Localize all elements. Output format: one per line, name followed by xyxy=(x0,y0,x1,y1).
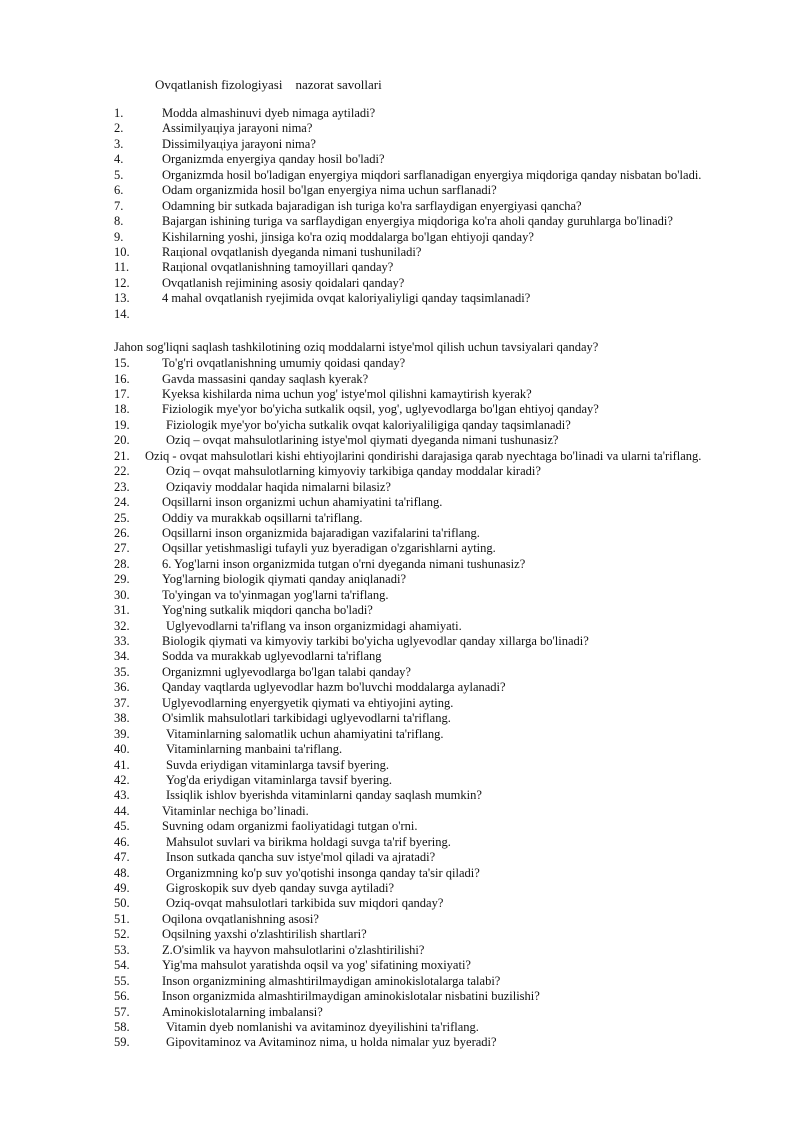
question-text: Oziq-ovqat mahsulotlari tarkibida suv miqdori qanday? xyxy=(166,896,444,911)
question-number: 12. xyxy=(114,275,130,290)
question-number: 27. xyxy=(114,541,130,556)
question-text: Bajargan ishining turiga va sarflaydigan enyergiya miqdoriga ko'ra aholi qanday guruhlarga bo'linadi? xyxy=(162,214,673,229)
question-item xyxy=(0,433,800,448)
question-text: Inson sutkada qancha suv istye'mol qiladi va ajratadi? xyxy=(166,850,436,865)
question-item xyxy=(0,449,800,464)
question-text: Ovqatlanish rejimining asosiy qoidalari qanday? xyxy=(162,275,405,290)
question-number: 28. xyxy=(114,556,130,571)
question-text: Kyeksa kishilarda nima uchun yog' istye'mol qilishni kamaytirish kyerak? xyxy=(162,387,532,401)
question-text: Organizmda hosil bo'ladigan enyergiya miqdori sarflanadigan enyergiya miqdoriga qanday nisbatan bo'ladi. xyxy=(162,167,702,182)
question-number: 48. xyxy=(114,865,130,880)
question-item xyxy=(0,572,800,587)
question-item xyxy=(0,711,800,726)
question-item xyxy=(0,541,800,556)
question-item xyxy=(0,696,800,711)
question-text: Suvning odam organizmi faoliyatidagi tutgan o'rni. xyxy=(162,819,418,834)
question-item xyxy=(0,372,800,387)
question-item xyxy=(0,866,800,881)
question-text: Raцional ovqatlanish dyeganda nimani tushuniladi? xyxy=(162,244,422,259)
question-number: 53. xyxy=(114,942,130,957)
question-item xyxy=(0,804,800,819)
question-number: 17. xyxy=(114,387,130,401)
question-text: Kishilarning yoshi, jinsiga ko'ra oziq moddalarga bo'lgan ehtiyoji qanday? xyxy=(162,229,534,244)
question-text: Oddiy va murakkab oqsillarni ta'riflang. xyxy=(162,510,363,525)
question-number: 39. xyxy=(114,726,130,741)
question-number: 29. xyxy=(114,572,130,587)
question-number: 56. xyxy=(114,989,130,1004)
question-text: Uglyevodlarning enyergyetik qiymati va ehtiyojini ayting. xyxy=(162,695,454,710)
question-text: Suvda eriydigan vitaminlarga tavsif byering. xyxy=(166,757,389,772)
question-number: 55. xyxy=(114,973,130,988)
question-text: Yig'ma mahsulot yaratishda oqsil va yog' sifatining moxiyati? xyxy=(162,958,471,973)
page-title: Ovqatlanish fizologiyasi nazorat savollari xyxy=(155,77,382,92)
question-text: 6. Yog'larni inson organizmida tutgan o'rni dyeganda nimani tushunasiz? xyxy=(162,556,526,571)
question-item xyxy=(0,418,800,433)
question-item xyxy=(0,245,800,260)
question-item xyxy=(0,1035,800,1050)
question-item xyxy=(0,649,800,664)
question-number: 54. xyxy=(114,958,130,973)
question-text: Oqilona ovqatlanishning asosi? xyxy=(162,911,319,926)
question-number: 47. xyxy=(114,850,130,865)
question-number: 57. xyxy=(114,1004,130,1019)
question-item xyxy=(0,276,800,291)
question-number: 1. xyxy=(114,106,124,120)
question-text: Assimilyaцiya jarayoni nima? xyxy=(162,121,313,136)
question-item xyxy=(0,788,800,803)
question-number: 33. xyxy=(114,634,130,648)
question-number: 43. xyxy=(114,788,130,803)
question-text: Mahsulot suvlari va birikma holdagi suvga ta'rif byering. xyxy=(166,834,451,849)
question-number: 16. xyxy=(114,371,130,386)
question-number: 30. xyxy=(114,587,130,602)
question-number: 22. xyxy=(114,464,130,479)
question-item xyxy=(0,526,800,541)
question-number: 18. xyxy=(114,402,130,417)
section-heading: Jahon sog'liqni saqlash tashkilotining oziq moddalarni istye'mol qilish uchun tavsiyalari qanday? xyxy=(114,340,599,355)
question-text: Oqsillar yetishmasligi tufayli yuz byeradigan o'zgarishlarni ayting. xyxy=(162,541,496,556)
question-text: Odam organizmida hosil bo'lgan enyergiya nima uchun sarflanadi? xyxy=(162,183,497,198)
question-text: Yog'ning sutkalik miqdori qancha bo'ladi? xyxy=(162,603,373,618)
question-number: 19. xyxy=(114,417,130,432)
question-text: Gipovitaminoz va Avitaminoz nima, u holda nimalar yuz byeradi? xyxy=(166,1035,497,1050)
question-item xyxy=(0,387,800,402)
question-item xyxy=(0,819,800,834)
question-item xyxy=(0,307,800,322)
question-number: 21. xyxy=(114,448,130,463)
question-text: Inson organizmining almashtirilmaydigan aminokislotalarga talabi? xyxy=(162,973,501,988)
question-text: Vitamin dyeb nomlanishi va avitaminoz dyeyilishini ta'riflang. xyxy=(166,1019,479,1034)
question-item xyxy=(0,214,800,229)
question-item xyxy=(0,603,800,618)
question-number: 20. xyxy=(114,433,130,448)
question-section-2 xyxy=(0,356,800,1051)
question-item xyxy=(0,152,800,167)
question-item xyxy=(0,619,800,634)
question-text: Uglyevodlarni ta'riflang va inson organizmidagi ahamiyati. xyxy=(166,618,462,633)
question-text: 4 mahal ovqatlanish ryejimida ovqat kaloriyaliyligi qanday taqsimlanadi? xyxy=(162,291,531,306)
question-number: 35. xyxy=(114,664,130,679)
question-text: Oziq – ovqat mahsulotlarining istye'mol qiymati dyeganda nimani tushunasiz? xyxy=(166,433,559,448)
question-number: 26. xyxy=(114,525,130,540)
question-item xyxy=(0,464,800,479)
question-number: 5. xyxy=(114,167,124,182)
question-number: 59. xyxy=(114,1035,130,1050)
question-number: 6. xyxy=(114,183,124,198)
question-number: 8. xyxy=(114,214,124,229)
question-text: Organizmning ko'p suv yo'qotishi insonga qanday ta'sir qiladi? xyxy=(166,865,480,880)
question-text: Fiziologik mye'yor bo'yicha sutkalik ovqat kaloriyaliligiga qanday taqsimlanadi? xyxy=(166,417,571,432)
question-text: Modda almashinuvi dyeb nimaga aytiladi? xyxy=(162,106,376,120)
question-number: 3. xyxy=(114,136,124,151)
question-number: 4. xyxy=(114,152,124,167)
question-text: Organizmda enyergiya qanday hosil bo'ladi? xyxy=(162,152,385,167)
question-text: Aminokislotalarning imbalansi? xyxy=(162,1004,323,1019)
question-text: Yog'larning biologik qiymati qanday aniqlanadi? xyxy=(162,572,407,587)
question-text: Oqsillarni inson organizmida bajaradigan vazifalarini ta'riflang. xyxy=(162,525,480,540)
question-number: 38. xyxy=(114,711,130,726)
question-item xyxy=(0,742,800,757)
question-item xyxy=(0,943,800,958)
question-text: To'yingan va to'yinmagan yog'larni ta'riflang. xyxy=(162,587,389,602)
question-number: 51. xyxy=(114,911,130,926)
question-text: Gigroskopik suv dyeb qanday suvga aytiladi? xyxy=(166,881,395,895)
question-text: Inson organizmida almashtirilmaydigan aminokislotalar nisbatini buzilishi? xyxy=(162,989,540,1004)
question-text: Gavda massasini qanday saqlash kyerak? xyxy=(162,371,369,386)
question-number: 52. xyxy=(114,927,130,942)
question-text: Qanday vaqtlarda uglyevodlar hazm bo'luvchi moddalarga aylanadi? xyxy=(162,680,506,695)
question-number: 50. xyxy=(114,896,130,911)
question-number: 58. xyxy=(114,1019,130,1034)
question-text: Dissimilyaцiya jarayoni nima? xyxy=(162,136,316,151)
question-item xyxy=(0,989,800,1004)
question-number: 40. xyxy=(114,742,130,757)
question-text: Sodda va murakkab uglyevodlarni ta'riflang xyxy=(162,649,382,664)
question-item xyxy=(0,758,800,773)
question-item xyxy=(0,260,800,275)
question-number: 44. xyxy=(114,803,130,818)
question-number: 11. xyxy=(114,260,130,275)
question-number: 42. xyxy=(114,772,130,787)
question-text: Biologik qiymati va kimyoviy tarkibi bo'yicha uglyevodlar qanday xillarga bo'linadi? xyxy=(162,634,589,648)
question-item xyxy=(0,912,800,927)
question-item xyxy=(0,291,800,306)
question-item xyxy=(0,480,800,495)
question-item xyxy=(0,1005,800,1020)
question-list xyxy=(0,106,800,1051)
question-text: Oziq - ovqat mahsulotlari kishi ehtiyojlarini qondirishi darajasiga qarab nyechtaga bo'linadi va ularni ta'riflang. xyxy=(145,448,702,463)
question-item xyxy=(0,665,800,680)
question-text: Odamning bir sutkada bajaradigan ish turiga ko'ra sarflaydigan enyergiyasi qancha? xyxy=(162,198,582,213)
question-item xyxy=(0,850,800,865)
question-item xyxy=(0,230,800,245)
question-number: 49. xyxy=(114,881,130,895)
question-text: Yog'da eriydigan vitaminlarga tavsif byering. xyxy=(166,772,393,787)
question-item xyxy=(0,199,800,214)
question-number: 32. xyxy=(114,618,130,633)
question-item xyxy=(0,773,800,788)
question-number: 9. xyxy=(114,229,124,244)
question-item xyxy=(0,680,800,695)
question-item xyxy=(0,137,800,152)
question-number: 14. xyxy=(114,306,130,321)
question-number: 45. xyxy=(114,819,130,834)
question-number: 7. xyxy=(114,198,124,213)
question-number: 36. xyxy=(114,680,130,695)
question-item xyxy=(0,106,800,121)
question-number: 25. xyxy=(114,510,130,525)
question-item xyxy=(0,356,800,371)
question-item xyxy=(0,168,800,183)
question-number: 15. xyxy=(114,356,130,371)
question-text: Vitaminlarning manbaini ta'riflang. xyxy=(166,742,343,757)
question-item xyxy=(0,1020,800,1035)
question-text: Organizmni uglyevodlarga bo'lgan talabi qanday? xyxy=(162,664,411,679)
question-text: Fiziologik mye'yor bo'yicha sutkalik oqsil, yog', uglyevodlarga bo'lgan ehtiyoj qanday? xyxy=(162,402,599,417)
question-item xyxy=(0,881,800,896)
question-number: 23. xyxy=(114,479,130,494)
question-item xyxy=(0,927,800,942)
question-text: Issiqlik ishlov byerishda vitaminlarni qanday saqlash mumkin? xyxy=(166,788,482,803)
question-text: O'simlik mahsulotlari tarkibidagi uglyevodlarni ta'riflang. xyxy=(162,711,451,726)
question-text: Oqsilning yaxshi o'zlashtirilish shartlari? xyxy=(162,927,367,942)
question-text: Oziq – ovqat mahsulotlarning kimyoviy tarkibiga qanday moddalar kiradi? xyxy=(166,464,541,479)
question-text: To'g'ri ovqatlanishning umumiy qoidasi qanday? xyxy=(162,356,406,371)
question-text: Vitaminlar nechiga bo’linadi. xyxy=(162,803,309,818)
question-item xyxy=(0,183,800,198)
question-number: 2. xyxy=(114,121,124,136)
question-item xyxy=(0,634,800,649)
question-item xyxy=(0,727,800,742)
question-item xyxy=(0,495,800,510)
question-item xyxy=(0,958,800,973)
question-text: Vitaminlarning salomatlik uchun ahamiyatini ta'riflang. xyxy=(166,726,444,741)
question-text: Raцional ovqatlanishning tamoyillari qanday? xyxy=(162,260,394,275)
question-item xyxy=(0,511,800,526)
question-item xyxy=(0,402,800,417)
question-number: 13. xyxy=(114,291,130,306)
question-item xyxy=(0,896,800,911)
question-item xyxy=(0,835,800,850)
question-number: 31. xyxy=(114,603,130,618)
question-text: Oqsillarni inson organizmi uchun ahamiyatini ta'riflang. xyxy=(162,495,443,510)
question-number: 10. xyxy=(114,244,130,259)
question-item xyxy=(0,974,800,989)
question-item xyxy=(0,121,800,136)
question-number: 24. xyxy=(114,495,130,510)
question-number: 41. xyxy=(114,757,130,772)
question-number: 37. xyxy=(114,695,130,710)
question-item xyxy=(0,557,800,572)
question-item xyxy=(0,588,800,603)
question-number: 46. xyxy=(114,834,130,849)
question-text: Oziqaviy moddalar haqida nimalarni bilasiz? xyxy=(166,479,391,494)
question-number: 34. xyxy=(114,649,130,664)
question-section-1 xyxy=(0,106,800,322)
question-text: Z.O'simlik va hayvon mahsulotlarini o'zlashtirilishi? xyxy=(162,942,425,957)
